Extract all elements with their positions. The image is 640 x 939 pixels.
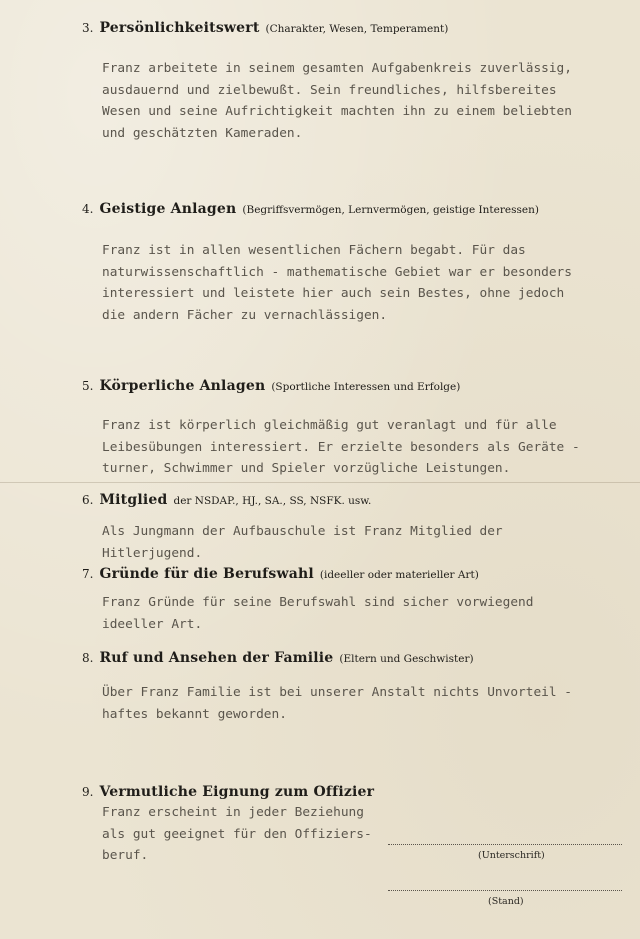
section-8-subtitle: (Eltern und Geschwister) xyxy=(339,653,474,665)
section-5-subtitle: (Sportliche Interessen und Erfolge) xyxy=(271,381,461,393)
section-7-number: 7. xyxy=(82,567,94,581)
section-8-title: Ruf und Ansehen der Familie xyxy=(99,650,334,666)
section-6-number: 6. xyxy=(82,493,94,507)
signature-line xyxy=(388,844,622,845)
section-4-text: Franz ist in allen wesentlichen Fächern begabt. Für das naturwissenschaftlich - mathematische Gebiet war er besonders interessiert und leistete hier auch sein Bestes, ohne jedoch die andern Fächer zu vernachlässigen. xyxy=(102,243,572,323)
section-7-text: Franz Gründe für seine Berufswahl sind sicher vorwiegend ideeller Art. xyxy=(102,595,534,632)
section-4-heading xyxy=(82,201,539,217)
section-7-heading xyxy=(82,566,479,582)
section-3-subtitle: (Charakter, Wesen, Temperament) xyxy=(265,23,449,35)
section-3-heading xyxy=(82,20,448,36)
section-9-number: 9. xyxy=(82,785,94,799)
section-4-subtitle: (Begriffsvermögen, Lernvermögen, geistige Interessen) xyxy=(242,204,539,216)
section-5-number: 5. xyxy=(82,379,94,393)
section-3-text: Franz arbeitete in seinem gesamten Aufgabenkreis zuverlässig, ausdauernd und zielbewußt. Sein freundliches, hilfsbereites Wesen und seine Aufrichtigkeit machten ihn zu einem beliebten und geschätzten Kameraden. xyxy=(102,61,572,141)
signature-label: (Unterschrift) xyxy=(478,850,545,861)
paper-fold-line xyxy=(0,482,640,483)
section-3-number: 3. xyxy=(82,21,94,35)
section-8-text: Über Franz Familie ist bei unserer Anstalt nichts Unvorteil - haftes bekannt geworden. xyxy=(102,685,572,722)
rank-line xyxy=(388,890,622,891)
section-4-number: 4. xyxy=(82,202,94,216)
section-4-title: Geistige Anlagen xyxy=(99,201,237,217)
section-9-heading xyxy=(82,784,374,800)
section-9-text: Franz erscheint in jeder Beziehung als gut geeignet für den Offiziers- beruf. xyxy=(102,805,372,863)
section-5-text: Franz ist körperlich gleichmäßig gut veranlagt und für alle Leibesübungen interessiert. Er erzielte besonders als Geräte - turner, Schwimmer und Spieler vorzügliche Leistungen. xyxy=(102,418,580,476)
section-3-title: Persönlichkeitswert xyxy=(99,20,260,36)
section-9-title: Vermutliche Eignung zum Offizier xyxy=(99,784,375,800)
rank-label: (Stand) xyxy=(488,896,524,907)
section-6-title: Mitglied xyxy=(99,492,168,508)
section-6-text: Als Jungmann der Aufbauschule ist Franz Mitglied der Hitlerjugend. xyxy=(102,524,503,561)
section-6-subtitle: der NSDAP., HJ., SA., SS, NSFK. usw. xyxy=(173,495,372,507)
section-8-heading xyxy=(82,650,474,666)
section-8-number: 8. xyxy=(82,651,94,665)
section-7-title: Gründe für die Berufswahl xyxy=(99,566,314,582)
section-6-heading xyxy=(82,492,371,508)
section-5-title: Körperliche Anlagen xyxy=(99,378,266,394)
section-5-heading xyxy=(82,378,460,394)
section-7-subtitle: (ideeller oder materieller Art) xyxy=(319,569,479,581)
